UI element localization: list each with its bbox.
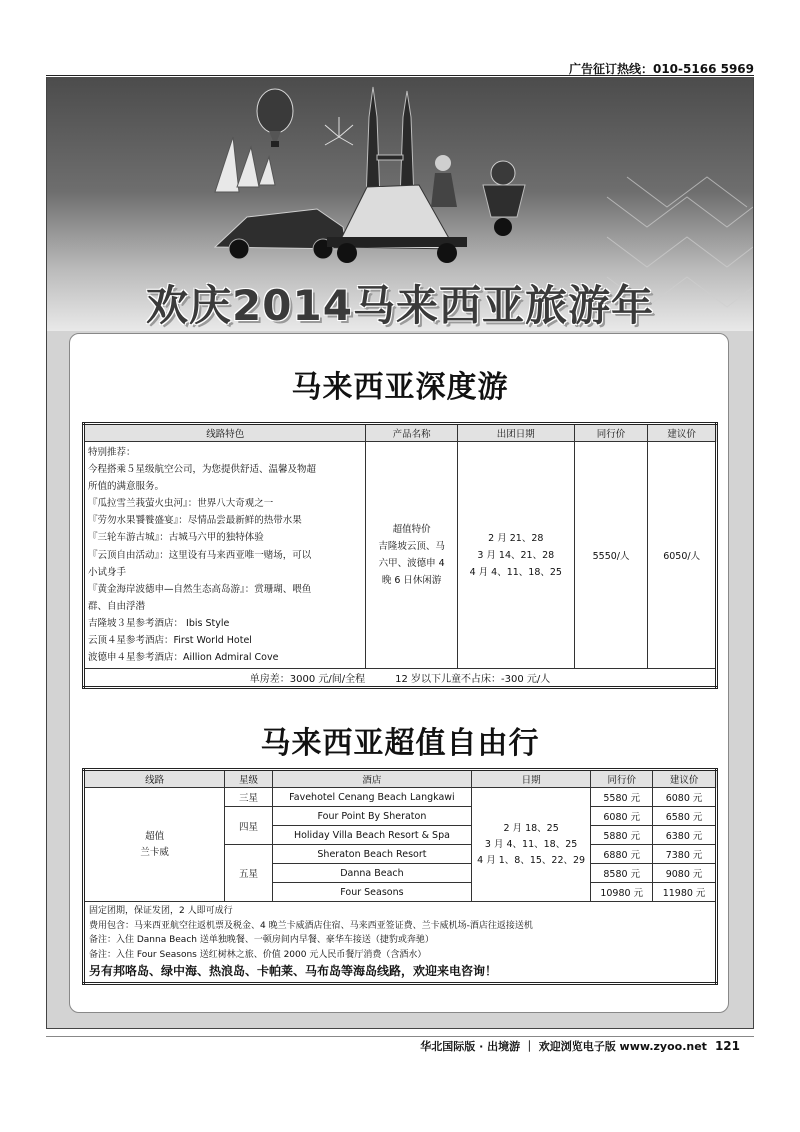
hotel-name: Danna Beach: [272, 864, 471, 883]
product-line: 晚 6 日休闲游: [381, 575, 442, 587]
bottom-rule: [46, 1036, 754, 1037]
suggested-price: 7380 元: [653, 845, 717, 864]
cyclist-icon: [431, 155, 457, 207]
top-rule: [46, 75, 754, 76]
date-line: 3 月 4、11、18、25: [484, 838, 578, 850]
route-features: [84, 442, 366, 669]
suggested-price: 9080 元: [653, 864, 717, 883]
column-header: 线路: [84, 770, 225, 788]
route-cell: [84, 788, 225, 902]
column-header: 星级: [225, 770, 273, 788]
race-car-icon: [215, 209, 347, 259]
suggested-price: 6080 元: [653, 788, 717, 807]
motorcycle-rider-icon: [483, 161, 525, 236]
tour-notes: [84, 902, 717, 984]
feature-line: 『劳勿水果饕餮盛宴』：尽情品尝最新鲜的热带水果: [88, 515, 302, 527]
column-header: 线路特色: [84, 424, 366, 442]
peer-price: 6080 元: [591, 807, 653, 826]
footer-publication: 华北国际版 · 出境游 ｜ 欢迎浏览电子版 www.zyoo.net: [420, 1040, 707, 1053]
hot-air-balloon-icon: [257, 89, 293, 147]
hotel-name: Favehotel Cenang Beach Langkawi: [272, 788, 471, 807]
feature-line: 『黄金海岸波德申—自然生态高岛游』：赏珊瑚、喂鱼: [88, 583, 312, 595]
content-panel: [69, 333, 729, 1013]
free-tour-table: [82, 768, 718, 985]
banner: [47, 77, 753, 331]
suggested-price: 6050/人: [648, 442, 717, 669]
feature-line: 『瓜拉雪兰莪萤火虫河』：世界八大奇观之一: [88, 498, 274, 510]
feature-line: 所值的满意服务。: [88, 481, 165, 493]
product-line: 超值特价: [392, 524, 431, 536]
star-level: 四星: [225, 807, 273, 845]
feature-line: 云顶４星参考酒店：First World Hotel: [88, 635, 252, 647]
island-routes-note: 另有邦咯岛、绿中海、热浪岛、卡帕莱、马布岛等海岛线路，欢迎来电咨询！: [89, 964, 498, 978]
free-tour-title: 马来西亚超值自由行: [260, 726, 540, 761]
deep-tour-table: [82, 422, 718, 689]
deep-tour-title: 马来西亚深度游: [291, 370, 509, 405]
dates-cell: [471, 788, 590, 902]
hotel-name: Four Point By Sheraton: [272, 807, 471, 826]
hotel-name: Sheraton Beach Resort: [272, 845, 471, 864]
feature-line: 小试身手: [88, 566, 127, 578]
departure-dates: [457, 442, 574, 669]
column-header: 同行价: [591, 770, 653, 788]
table-row: [84, 788, 717, 807]
column-header: 建议价: [648, 424, 717, 442]
date-line: 3 月 14、21、28: [477, 549, 555, 561]
feature-line: 吉隆坡３星参考酒店： Ibis Style: [88, 617, 230, 629]
date-line: 2 月 21、28: [488, 532, 544, 544]
star-level: 三星: [225, 788, 273, 807]
feature-line: 特别推荐：: [88, 447, 136, 458]
peer-price: 6880 元: [591, 845, 653, 864]
peer-price: 5580 元: [591, 788, 653, 807]
page-footer: [420, 1038, 740, 1054]
feature-line: 『三轮车游古城』：古城马六甲的独特体验: [88, 532, 264, 544]
product-line: 六甲、波德申 4: [378, 558, 445, 570]
feature-line: 『云顶自由活动』：这里设有马来西亚唯一赌场，可以: [88, 549, 312, 561]
sailboats-icon: [215, 137, 275, 192]
page-frame: [46, 77, 754, 1029]
column-header: 日期: [471, 770, 590, 788]
star-level: 五星: [225, 845, 273, 902]
date-line: 2 月 18、25: [503, 822, 559, 834]
feature-line: 群、自由浮潜: [88, 600, 146, 612]
route-line: 兰卡威: [140, 846, 169, 858]
suggested-price: 6580 元: [653, 807, 717, 826]
feature-line: 波德申４星参考酒店：Aillion Admiral Cove: [88, 652, 279, 664]
page-number: 121: [714, 1039, 740, 1053]
peer-price: 5880 元: [591, 826, 653, 845]
suggested-price: 11980 元: [653, 883, 717, 902]
surcharge-note: 单房差：3000 元/间/全程 12 岁以下儿童不占床：-300 元/人: [84, 669, 717, 688]
column-header: 产品名称: [366, 424, 457, 442]
note-line: 费用包含：马来西亚航空往返机票及税金、4 晚兰卡威酒店住宿、马来西亚签证费、兰卡威机场-酒店往返接送机: [89, 920, 533, 931]
fireworks-icon: [325, 117, 353, 145]
peer-price: 10980 元: [591, 883, 653, 902]
feature-line: 今程搭乘５星级航空公司，为您提供舒适、温馨及物超: [88, 464, 317, 476]
column-header: 建议价: [653, 770, 717, 788]
note-line: 备注：入住 Danna Beach 送单独晚餐、一顿房间内早餐、豪华车接送（捷豹或奔驰）: [89, 935, 434, 945]
column-header: 出团日期: [457, 424, 574, 442]
suggested-price: 6380 元: [653, 826, 717, 845]
peer-price: 8580 元: [591, 864, 653, 883]
route-line: 超值: [145, 830, 165, 842]
product-line: 吉隆坡云顶、马: [378, 541, 445, 553]
peer-price: 5550/人: [574, 442, 648, 669]
column-header: 酒店: [272, 770, 471, 788]
product-name: [366, 442, 457, 669]
ad-hotline: 广告征订热线：010-5166 5969: [568, 62, 754, 76]
date-line: 4 月 4、11、18、25: [469, 566, 562, 578]
note-line: 固定团期，保证发团，2 人即可成行: [89, 906, 233, 916]
note-line: 备注：入住 Four Seasons 送红树林之旅、价值 2000 元人民币餐厅消费（含酒水）: [89, 949, 427, 960]
hotel-name: Holiday Villa Beach Resort & Spa: [272, 826, 471, 845]
column-header: 同行价: [574, 424, 648, 442]
hotel-name: Four Seasons: [272, 883, 471, 902]
banner-title: 欢庆2014马来西亚旅游年: [146, 281, 654, 330]
date-line: 4 月 1、8、15、22、29: [477, 854, 586, 866]
